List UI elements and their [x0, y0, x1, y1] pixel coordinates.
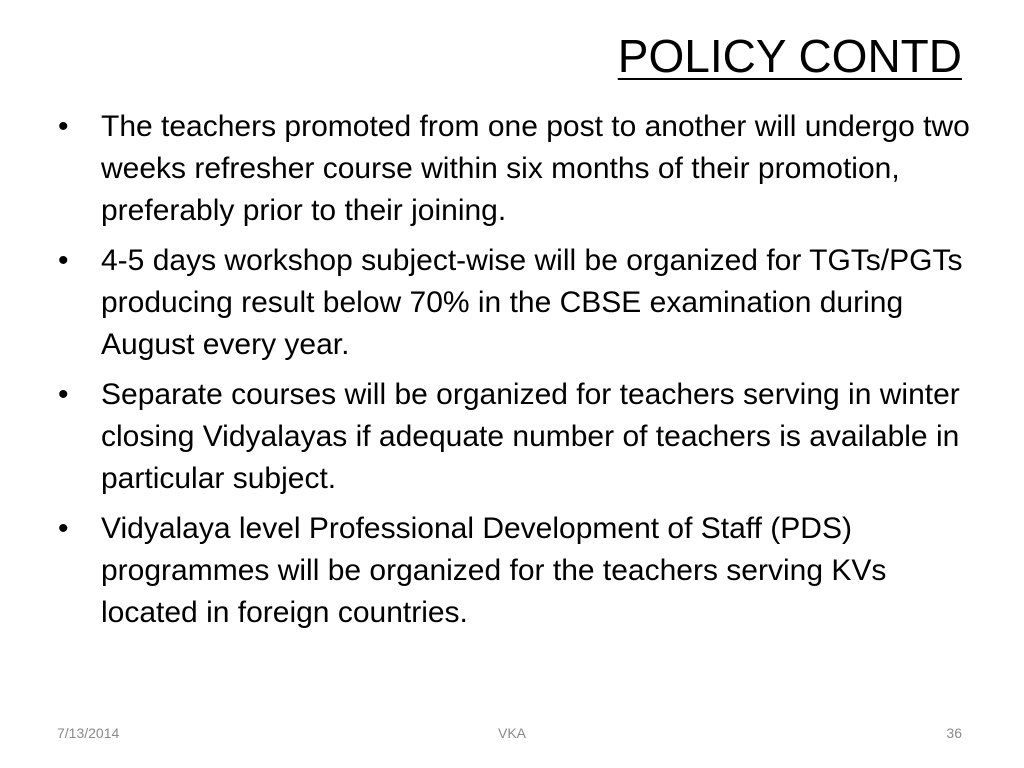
bullet-dot-icon: •: [58, 512, 69, 545]
bullet-dot-icon: •: [58, 110, 69, 143]
bullet-item: [58, 106, 978, 232]
bullet-dot-icon: •: [58, 378, 69, 411]
bullet-item: [58, 508, 978, 634]
bullet-text: The teachers promoted from one post to another will undergo two weeks refresher course within six months of their promotion, preferably prior to their joining.: [101, 110, 970, 227]
bullet-item: [58, 374, 978, 500]
bullet-dot-icon: •: [58, 244, 69, 277]
bullet-text: Vidyalaya level Professional Development of Staff (PDS) programmes will be organized for the teachers serving KVs located in foreign countries.: [101, 512, 887, 629]
footer-center-text: VKA: [498, 725, 527, 741]
page-number: 36: [946, 725, 962, 741]
bullet-item: [58, 240, 978, 366]
footer-date: 7/13/2014: [57, 725, 120, 741]
bullet-list: [58, 106, 978, 642]
slide-title: POLICY CONTD: [617, 30, 962, 82]
bullet-text: 4-5 days workshop subject-wise will be organized for TGTs/PGTs producing result below 70% in the CBSE examination during August every year.: [101, 244, 963, 361]
bullet-text: Separate courses will be organized for teachers serving in winter closing Vidyalayas if adequate number of teachers is available in particular subject.: [101, 378, 960, 495]
